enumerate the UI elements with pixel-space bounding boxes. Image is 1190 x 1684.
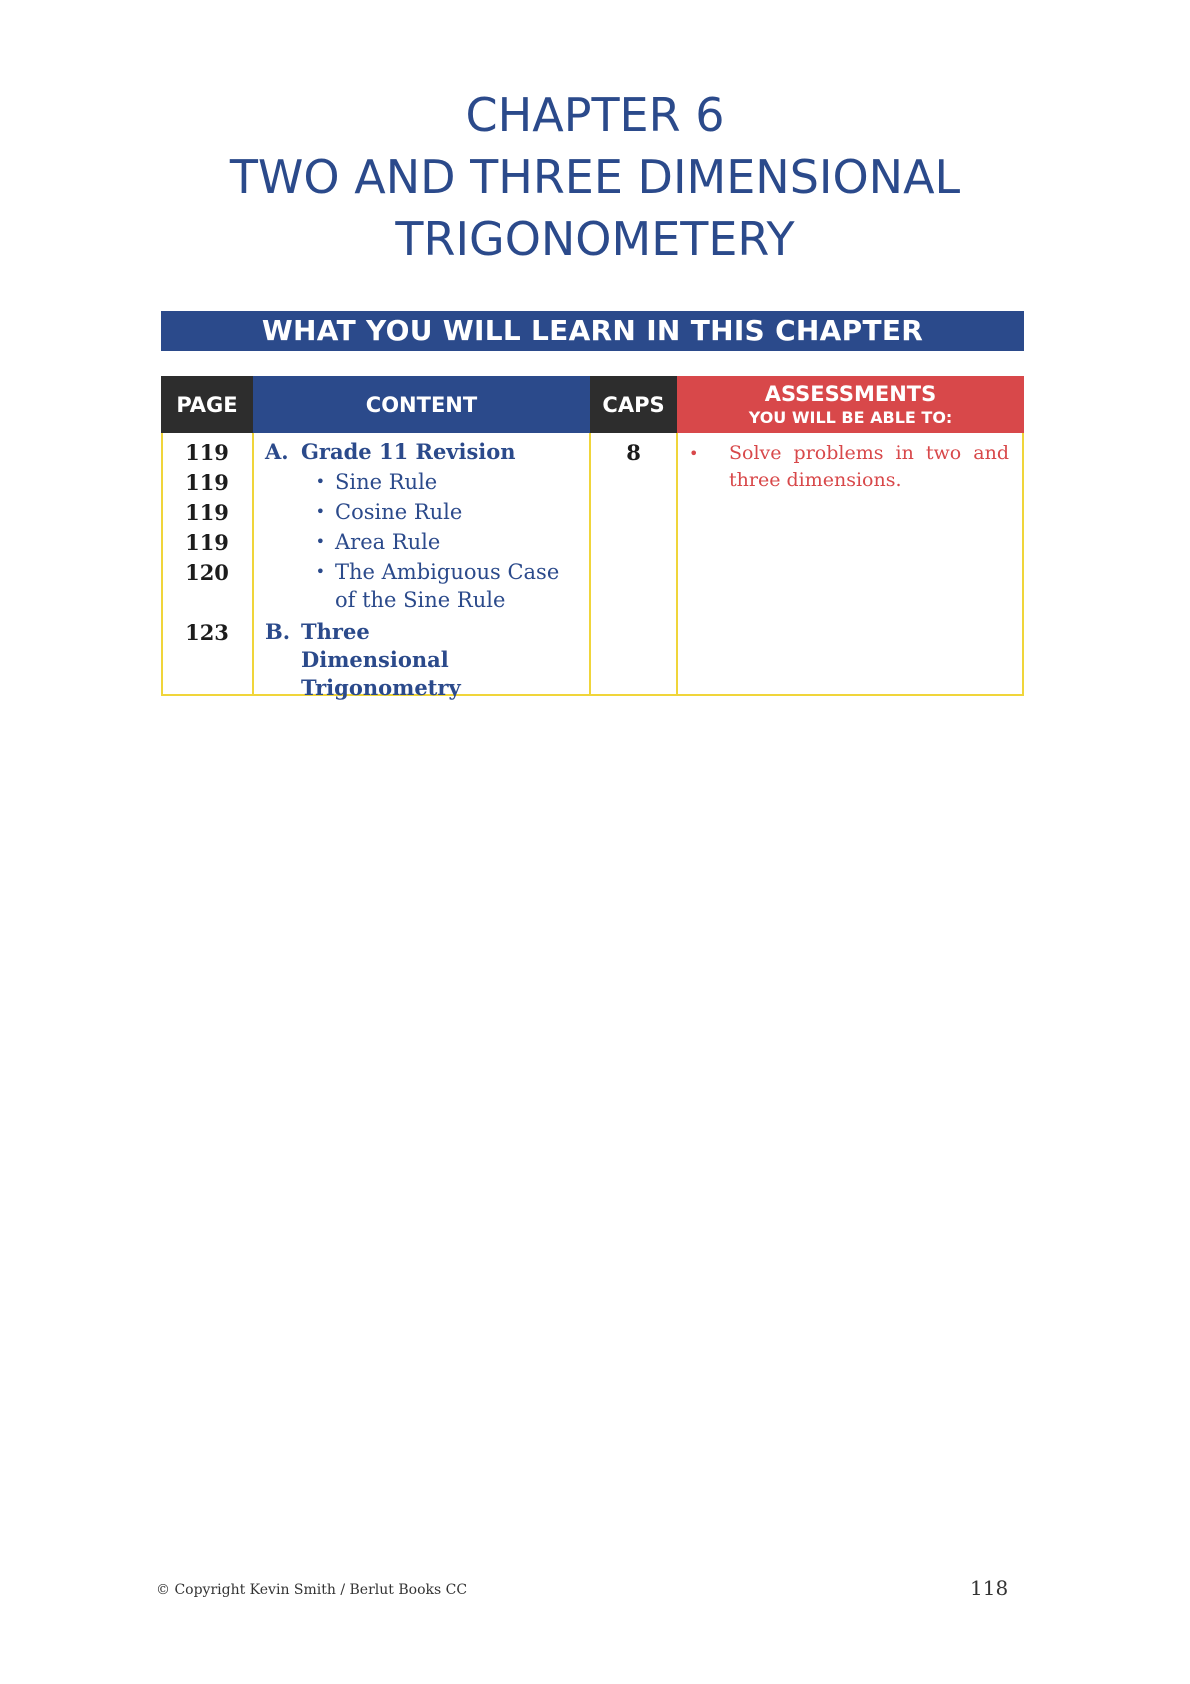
list-item bbox=[265, 528, 585, 558]
list-item bbox=[265, 468, 585, 498]
page-number-cell bbox=[161, 588, 253, 618]
content-column bbox=[265, 438, 585, 702]
column-divider bbox=[676, 433, 678, 696]
bullet-icon: • bbox=[315, 472, 325, 491]
list-item-text: Cosine Rule bbox=[335, 500, 463, 524]
header-caps: CAPS bbox=[590, 376, 677, 433]
section-b bbox=[265, 618, 585, 702]
bullet-icon: • bbox=[689, 444, 699, 463]
list-item-text: The Ambiguous Case of the Sine Rule bbox=[335, 560, 560, 612]
page-number-cell: 119 bbox=[185, 530, 229, 555]
page-number-cell: 123 bbox=[185, 620, 229, 645]
page-number-cell: 119 bbox=[185, 500, 229, 525]
chapter-title-line-2: TRIGONOMETERY bbox=[395, 212, 795, 266]
page-number-cell: 119 bbox=[185, 470, 229, 495]
chapter-number: CHAPTER 6 bbox=[465, 88, 725, 142]
list-item bbox=[265, 558, 585, 618]
section-title: Three Dimensional Trigonometry bbox=[301, 619, 461, 700]
list-item-text: Sine Rule bbox=[335, 470, 438, 494]
column-divider bbox=[589, 433, 591, 696]
list-item bbox=[265, 498, 585, 528]
assessment-text: Solve problems in two and three dimensions. bbox=[729, 442, 1009, 491]
assessment-item bbox=[689, 440, 1009, 494]
page-column bbox=[161, 438, 253, 648]
page-number: 118 bbox=[970, 1576, 1009, 1600]
section-title: Grade 11 Revision bbox=[301, 439, 516, 464]
chapter-title bbox=[0, 84, 1190, 270]
chapter-title-line-1: TWO AND THREE DIMENSIONAL bbox=[229, 150, 961, 204]
bullet-icon: • bbox=[315, 532, 325, 551]
bullet-icon: • bbox=[315, 502, 325, 521]
page-number-cell: 120 bbox=[185, 560, 229, 585]
header-assessments-title: ASSESSMENTS bbox=[764, 381, 937, 406]
header-content: CONTENT bbox=[253, 376, 590, 433]
header-assessments bbox=[677, 376, 1024, 433]
header-page: PAGE bbox=[161, 376, 253, 433]
copyright-notice: © Copyright Kevin Smith / Berlut Books CC bbox=[156, 1582, 468, 1598]
page-number-cell: 119 bbox=[185, 440, 229, 465]
section-letter: A. bbox=[265, 439, 289, 464]
chapter-contents-table bbox=[161, 376, 1024, 700]
section-letter: B. bbox=[265, 619, 291, 644]
section-a bbox=[265, 438, 585, 468]
learning-banner: WHAT YOU WILL LEARN IN THIS CHAPTER bbox=[161, 311, 1024, 351]
header-assessments-subtitle: YOU WILL BE ABLE TO: bbox=[748, 407, 953, 427]
caps-cell: 8 bbox=[626, 440, 641, 465]
bullet-icon: • bbox=[315, 562, 325, 581]
list-item-text: Area Rule bbox=[335, 530, 441, 554]
